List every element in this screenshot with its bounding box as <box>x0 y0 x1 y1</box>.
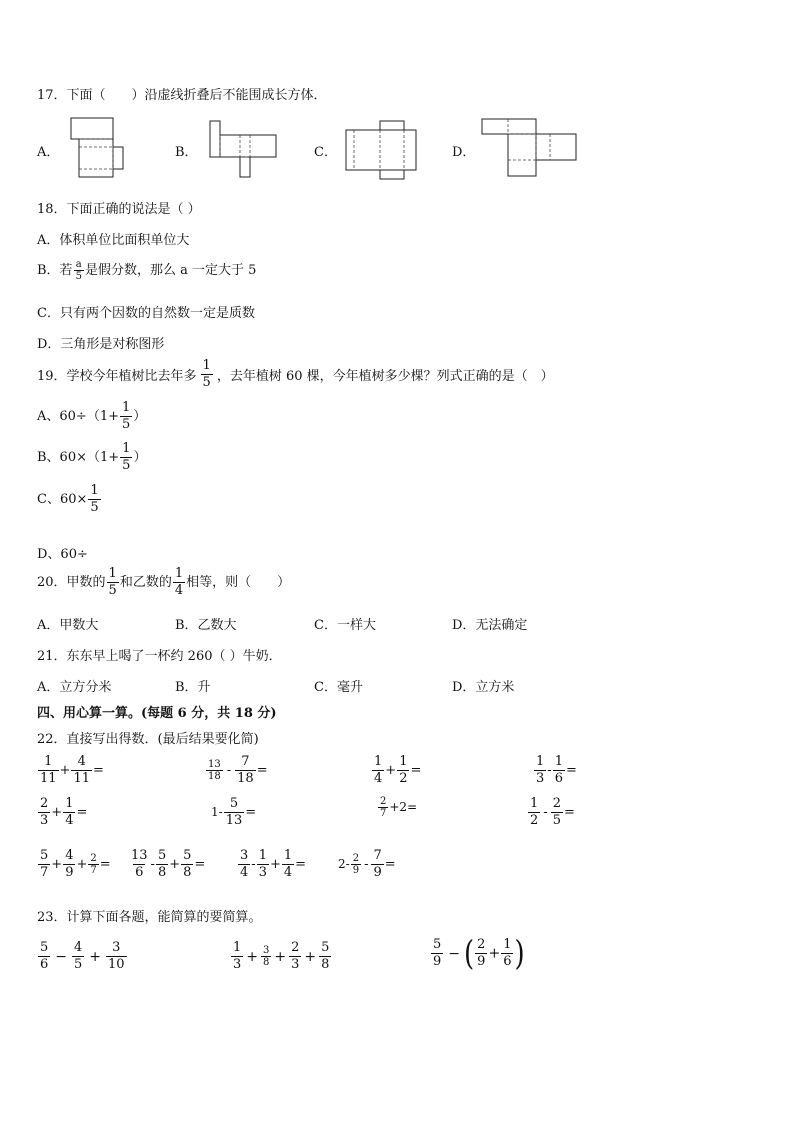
q21-option-b[interactable]: B．升 <box>175 680 211 695</box>
q22-r2-expr-1: $\frac{2}{3}$ + $\frac{1}{4}$ = <box>40 796 88 828</box>
q22-r3-expr-2: $\frac{13}{6}$ - $\frac{5}{8}$ + $\frac{5}{8}$ = <box>131 848 206 880</box>
q20-stem <box>37 566 290 599</box>
q22-r3-expr-1: $\frac{5}{7}$ + $\frac{4}{9}$ + $\frac{2}{7}$ = <box>40 848 111 880</box>
q17-option-c-net <box>345 120 417 182</box>
q18-option-b[interactable] <box>37 259 256 282</box>
q19-option-b[interactable] <box>37 441 146 474</box>
q18-stem: 18．下面正确的说法是（ ） <box>37 202 201 217</box>
q22-r1-expr-2: $\frac{13}{18}$ - $\frac{7}{18}$ = <box>208 754 268 786</box>
q18-option-c[interactable]: C．只有两个因数的自然数一定是质数 <box>37 306 255 321</box>
q19-c-fraction: $\frac{1}{5}$ <box>90 483 99 515</box>
q19-a-pre: A、60÷（1+ <box>37 409 119 424</box>
q20-fraction-1: $\frac{1}{5}$ <box>108 566 117 598</box>
q18-b-post: 是假分数，那么 a 一定大于 5 <box>84 263 257 278</box>
q19-stem-post: ，去年植树 60 棵，今年植树多少棵？列式正确的是（ ） <box>216 369 554 384</box>
q20-mid: 和乙数的 <box>119 575 172 590</box>
q18-option-d[interactable]: D．三角形是对称图形 <box>37 337 165 352</box>
q19-stem-fraction: $\frac{1}{5}$ <box>202 358 211 390</box>
section-4-title: 四、用心算一算。(每题 6 分，共 18 分) <box>37 706 277 721</box>
q19-b-fraction: $\frac{1}{5}$ <box>122 441 131 473</box>
q22-stem: 22．直接写出得数．(最后结果要化简) <box>37 732 259 747</box>
q18-b-pre: B．若 <box>37 263 73 278</box>
q19-stem <box>37 358 554 391</box>
q21-option-c[interactable]: C．毫升 <box>314 680 363 695</box>
q17-option-d-net <box>480 117 578 179</box>
q22-r3-expr-4: 2- $\frac{2}{9}$ - $\frac{7}{9}$ = <box>338 848 396 880</box>
q19-b-pre: B、60×（1+ <box>37 450 120 465</box>
q22-r2-expr-2: 1- $\frac{5}{13}$ = <box>211 796 257 828</box>
q17-option-b-label[interactable]: B． <box>175 145 198 160</box>
q17-stem: 17．下面（ ）沿虚线折叠后不能围成长方体． <box>37 88 327 103</box>
q21-option-d[interactable]: D．立方米 <box>452 680 515 695</box>
q19-b-post: ） <box>133 450 147 465</box>
q18-option-a[interactable]: A．体积单位比面积单位大 <box>37 233 190 248</box>
q19-a-fraction: $\frac{1}{5}$ <box>122 400 131 432</box>
q20-option-c[interactable]: C．一样大 <box>314 618 376 633</box>
q20-option-a[interactable]: A．甲数大 <box>37 618 99 633</box>
q19-stem-pre: 19．学校今年植树比去年多 <box>37 369 197 384</box>
q17-option-d-label[interactable]: D． <box>452 145 476 160</box>
q23-expr-1: $\frac{5}{6}$ − $\frac{4}{5}$ + $\frac{3}{10}$ <box>40 940 125 972</box>
q23-expr-3: $\frac{5}{9}$ − ( $\frac{2}{9}$ + $\frac{1}{6}$ ) <box>433 934 525 973</box>
q17-option-a-net <box>70 117 124 179</box>
q20-pre: 20．甲数的 <box>37 575 106 590</box>
q19-option-a[interactable] <box>37 400 146 433</box>
q19-option-c[interactable] <box>37 483 102 516</box>
q22-r2-expr-3: $\frac{2}{7}$ +2= <box>380 796 418 819</box>
q20-option-b[interactable]: B．乙数大 <box>175 618 237 633</box>
q22-r1-expr-3: $\frac{1}{4}$ + $\frac{1}{2}$ = <box>374 754 422 786</box>
q21-stem: 21．东东早上喝了一杯约 260（ ）牛奶． <box>37 649 282 664</box>
q17-option-b-net <box>207 119 279 179</box>
q17-option-c-label[interactable]: C． <box>314 145 337 160</box>
q20-fraction-2: $\frac{1}{4}$ <box>174 566 184 598</box>
q19-a-post: ） <box>133 409 147 424</box>
q23-expr-2: $\frac{1}{3}$ + $\frac{3}{8}$ + $\frac{2}{3}$ + $\frac{5}{8}$ <box>233 940 330 972</box>
q22-r1-expr-1: $\frac{1}{11}$ + $\frac{4}{11}$ = <box>40 754 104 786</box>
q17-option-a-label[interactable]: A． <box>37 145 60 160</box>
q22-r2-expr-4: $\frac{1}{2}$ - $\frac{2}{5}$ = <box>530 796 575 828</box>
q22-r1-expr-4: $\frac{1}{3}$ - $\frac{1}{6}$ = <box>536 754 577 786</box>
q21-option-a[interactable]: A．立方分米 <box>37 680 112 695</box>
q20-option-d[interactable]: D．无法确定 <box>452 618 528 633</box>
q18-b-fraction: $\frac{a}{5}$ <box>75 259 82 282</box>
q19-c-pre: C、60× <box>37 492 88 507</box>
q22-r3-expr-3: $\frac{3}{4}$ - $\frac{1}{3}$ + $\frac{1}{4}$ = <box>240 848 307 880</box>
q19-option-d[interactable]: D、60÷ <box>37 547 88 562</box>
q20-post: 相等，则（ ） <box>186 575 291 590</box>
q23-stem: 23．计算下面各题，能简算的要简算。 <box>37 910 262 925</box>
